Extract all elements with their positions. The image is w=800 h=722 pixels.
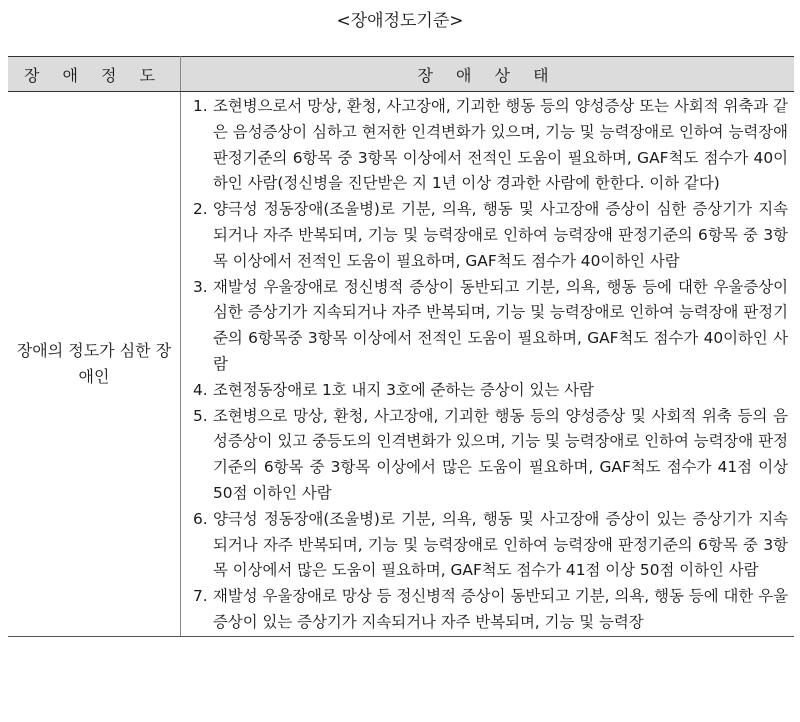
header-disability-state: 장 애 상 태 xyxy=(181,57,795,92)
table-row xyxy=(8,92,794,637)
table-header-row xyxy=(8,57,794,92)
list-item: 4. 조현정동장애로 1호 내지 3호에 준하는 증상이 있는 사람 xyxy=(193,380,594,399)
list-item: 1. 조현병으로서 망상, 환청, 사고장애, 기괴한 행동 등의 양성증상 또는 사회적 위축과 같은 음성증상이 심하고 현저한 인격변화가 있으며, 기능 및 능력장애로 인하여 능력장애 판정기준의 6항목 중 3항목 이상에서 전적인 도움이 필요하며, GAF척도 점수가 40이하인 사람(정신병을 진단받은 지 1년 이상 경과한 사람에 한한다. 이하 같다) xyxy=(193,97,788,193)
list-item: 2. 양극성 정동장애(조울병)로 기분, 의욕, 행동 및 사고장애 증상이 심한 증상기가 지속되거나 자주 반복되며, 기능 및 능력장애로 인하여 능력장애 판정기준의 6항목 중 3항목 이상에서 전적인 도움이 필요하며, GAF척도 점수가 40이하인 사람 xyxy=(193,200,788,270)
disability-criteria-table xyxy=(8,56,794,637)
header-disability-level: 장 애 정 도 xyxy=(8,57,181,92)
list-item: 7. 재발성 우울장애로 망상 등 정신병적 증상이 동반되고 기분, 의욕, 행동 등에 대한 우울증상이 있는 증상기가 지속되거나 자주 반복되며, 기능 및 능력장 xyxy=(193,587,788,631)
list-item: 5. 조현병으로 망상, 환청, 사고장애, 기괴한 행동 등의 양성증상 및 사회적 위축 등의 음성증상이 있고 중등도의 인격변화가 있으며, 기능 및 능력장애로 인하여 능력장애 판정기준의 6항목 중 3항목 이상에서 많은 도움이 필요하며, GAF척도 점수가 41점 이상 50점 이하인 사람 xyxy=(193,406,788,502)
criteria-list xyxy=(193,94,788,636)
list-item: 6. 양극성 정동장애(조울병)로 기분, 의욕, 행동 및 사고장애 증상이 있는 증상기가 지속되거나 자주 반복되며, 기능 및 능력장애로 인하여 능력장애 판정기준의 6항목 중 3항목 이상에서 많은 도움이 필요하며, GAF척도 점수가 41점 이상 50점 이하인 사람 xyxy=(193,509,788,580)
page-title: <장애정도기준> xyxy=(336,11,464,31)
state-description-cell xyxy=(181,92,795,637)
list-item: 3. 재발성 우울장애로 정신병적 증상이 동반되고 기분, 의욕, 행동 등에 대한 우울증상이 심한 증상기가 지속되거나 자주 반복되며, 기능 및 능력장애로 인하여 능력장애 판정기준의 6항목중 3항목 이상에서 전적인 도움이 필요하며, GAF척도 점수가 40이하인 사람 xyxy=(193,277,788,373)
severe-level-cell: 장애의 정도가 심한 장애인 xyxy=(8,92,181,637)
